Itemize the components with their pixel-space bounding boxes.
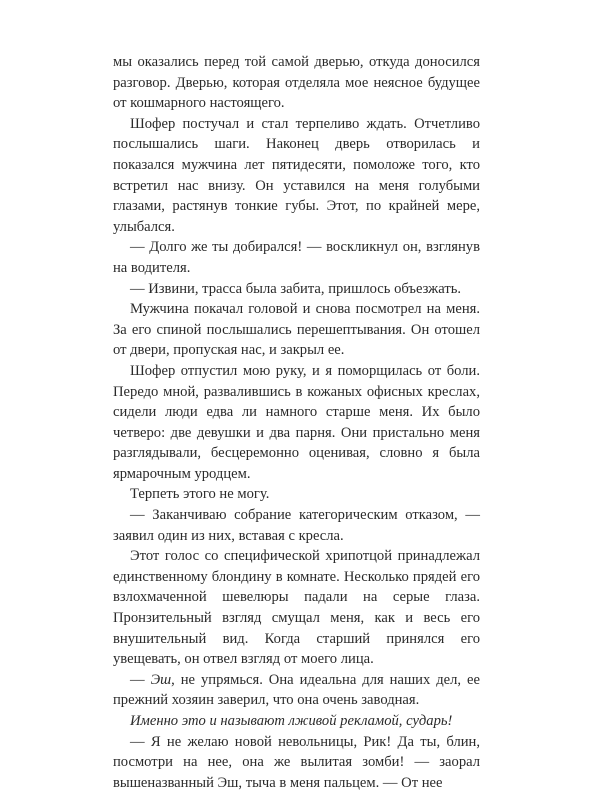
italic-thought: Именно это и называют лживой рекламой, сударь! bbox=[130, 713, 453, 729]
paragraph-10 bbox=[113, 670, 480, 711]
character-name-esh: Эш bbox=[150, 671, 172, 688]
paragraph-6: Шофер отпустил мою руку, и я поморщилась от боли. Передо мной, развалившись в кожаных офисных креслах, сидели люди едва ли намного старше меня. Их было четверо: две девушки и два парня. Они пристально меня разглядывали, бесцеремонно оценивая, словно я была ярмарочным уродцем. bbox=[113, 362, 480, 482]
paragraph-8: — Заканчиваю собрание категорическим отказом, — заявил один из них, вставая с кресла. bbox=[113, 507, 480, 544]
dialog-dash: — bbox=[130, 671, 151, 688]
paragraph-2: Шофер постучал и стал терпеливо ждать. Отчетливо послышались шаги. Наконец дверь отворилась и показался мужчина лет пятидесяти, помоложе того, кто встретил нас внизу. Он уставился на меня голубыми глазами, растянув тонкие губы. Этот, по крайней мере, улыбался. bbox=[113, 115, 480, 235]
paragraph-7: Терпеть этого не могу. bbox=[130, 486, 270, 503]
paragraph-5: Мужчина покачал головой и снова посмотрел на меня. За его спиной послышались перешептывания. Он отошел от двери, пропуская нас, и закрыл ее. bbox=[113, 301, 480, 359]
paragraph-4: — Извини, трасса была забита, пришлось объезжать. bbox=[130, 280, 462, 297]
book-page bbox=[113, 52, 480, 793]
paragraph-12: — Я не желаю новой невольницы, Рик! Да ты, блин, посмотри на нее, она же вылитая зомби! — заорал вышеназванный Эш, тыча в меня пальцем. — От нее bbox=[113, 733, 480, 791]
paragraph-9: Этот голос со специфической хрипотцой принадлежал единственному блондину в комнате. Несколько прядей его взлохмаченной шевелюры падали на серые глаза. Пронзительный взгляд смущал меня, как и весь его внушительный вид. Когда старший принялся его увещевать, он отвел взгляд от моего лица. bbox=[113, 548, 480, 668]
dialog-rest: , не упрямься. Она идеальна для наших дел, ее прежний хозяин заверил, что она очень заводная. bbox=[113, 671, 480, 709]
paragraph-3: — Долго же ты добирался! — воскликнул он, взглянув на водителя. bbox=[113, 239, 480, 276]
paragraph-1: мы оказались перед той самой дверью, откуда доносился разговор. Дверью, которая отделяла мое неясное будущее от кошмарного настоящего. bbox=[113, 54, 480, 112]
